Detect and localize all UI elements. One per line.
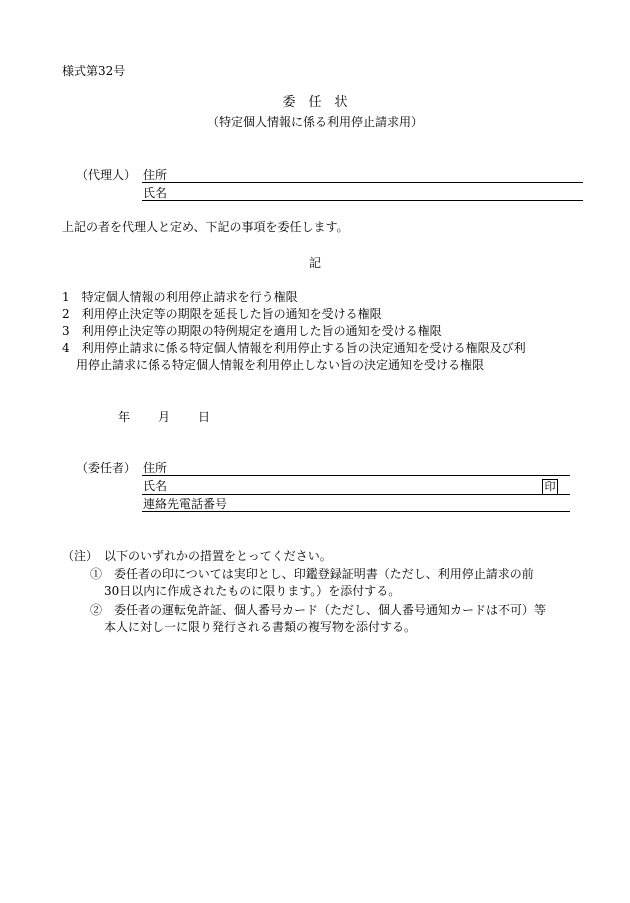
note-1: ① 委任者の印については実印とし、印鑑登録証明書（ただし、利用停止請求の前 <box>90 567 534 581</box>
list-item: 1 特定個人情報の利用停止請求を行う権限 <box>62 290 298 304</box>
notes-header: （注） 以下のいずれかの措置をとってください。 <box>62 549 332 563</box>
note-2: ② 委任者の運転免許証、個人番号カード（ただし、個人番号通知カードは不可）等 <box>90 603 547 617</box>
seal-stamp-box: 印 <box>542 479 558 495</box>
date-year: 年 <box>118 410 131 424</box>
agent-label: （代理人） <box>76 168 137 182</box>
agent-address-label: 住所 <box>143 168 168 182</box>
list-item: 2 利用停止決定等の期限を延長した旨の通知を受ける権限 <box>62 307 382 321</box>
principal-name-label: 氏名 <box>143 479 168 493</box>
date-day: 日 <box>198 410 211 424</box>
form-number: 様式第32号 <box>62 64 126 78</box>
list-item-continuation: 用停止請求に係る特定個人情報を利用停止しない旨の決定通知を受ける権限 <box>76 358 485 372</box>
principal-phone-label: 連絡先電話番号 <box>143 497 228 511</box>
principal-label: （委任者） <box>76 461 137 475</box>
date-month: 月 <box>158 410 171 424</box>
note-1-continuation: 30日以内に作成されたものに限ります。）を添付する。 <box>104 584 401 598</box>
page-subtitle: （特定個人情報に係る利用停止請求用） <box>206 115 423 129</box>
principal-address-label: 住所 <box>143 461 168 475</box>
note-2-continuation: 本人に対し一に限り発行される書類の複写物を添付する。 <box>104 620 417 634</box>
delegation-statement: 上記の者を代理人と定め、下記の事項を委任します。 <box>62 220 349 234</box>
principal-name-field[interactable] <box>142 494 570 495</box>
list-item: 3 利用停止決定等の期限の特例規定を適用した旨の通知を受ける権限 <box>62 324 442 338</box>
agent-name-field[interactable] <box>142 200 583 201</box>
page-title: 委 任 状 <box>282 95 348 110</box>
list-item: 4 利用停止請求に係る特定個人情報を利用停止する旨の決定通知を受ける権限及び利 <box>62 341 526 355</box>
principal-phone-field[interactable] <box>142 511 570 512</box>
principal-address-field[interactable] <box>142 475 570 476</box>
agent-name-label: 氏名 <box>143 186 168 200</box>
ki-heading: 記 <box>308 256 321 270</box>
agent-address-field[interactable] <box>142 182 583 183</box>
